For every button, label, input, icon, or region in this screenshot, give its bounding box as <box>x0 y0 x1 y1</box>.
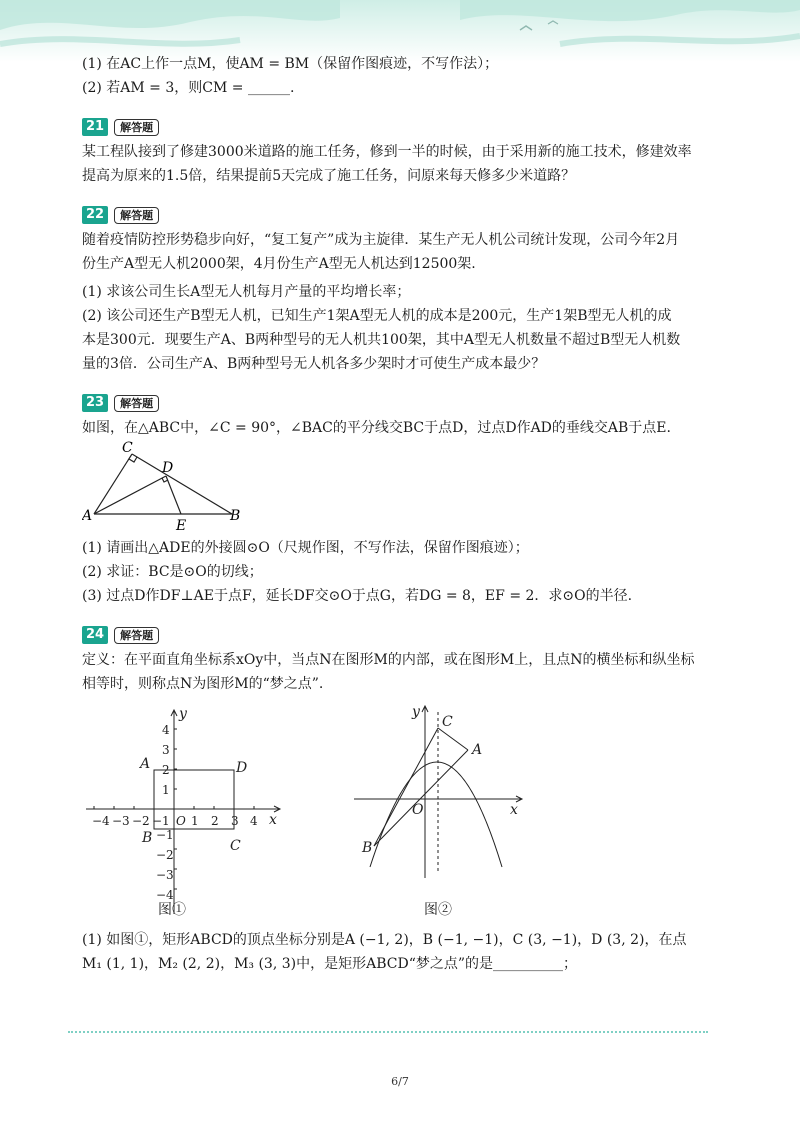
y-tick-label: −3 <box>156 868 174 882</box>
question-24-header <box>82 624 712 646</box>
y-tick-label: −1 <box>156 828 174 842</box>
vertex-label-D: D <box>236 760 248 776</box>
q22-part2-line: 本是300元．现要生产A、B两种型号的无人机共100架，其中A型无人机数量不超过B型无人机数 <box>82 332 681 348</box>
q21-text-line: 提高为原来的1.5倍，结果提前5天完成了施工任务，问原来每天修多少米道路？ <box>82 168 576 184</box>
page-number: 6/7 <box>391 1075 409 1088</box>
point-label-B: B <box>362 840 373 856</box>
x-tick-label: −4 <box>92 814 110 828</box>
label-E: E <box>176 518 187 532</box>
question-number: 24 <box>82 626 108 644</box>
x-axis-label: x <box>510 802 518 818</box>
triangle-figure <box>82 440 262 532</box>
figure-1-rectangle <box>82 702 292 924</box>
q24-part1-line: (1) 如图①，矩形ABCD的顶点坐标分别是A (−1, 2)，B (−1, −1)，C (3, −1)，D (3, 2)，在点 <box>82 932 687 948</box>
x-tick-label: 2 <box>211 814 219 828</box>
question-type-tag: 解答题 <box>114 207 159 224</box>
question-22-header <box>82 204 712 226</box>
q22-text-line: 随着疫情防控形势稳步向好，“复工复产”成为主旋律．某生产无人机公司统计发现，公司今年2月 <box>82 232 680 248</box>
label-D: D <box>162 460 174 476</box>
x-tick-label: −3 <box>112 814 130 828</box>
q24-part1-line: M₁ (1, 1)，M₂ (2, 2)，M₃ (3, 3)中，是矩形ABCD“梦之点”的是__________； <box>82 956 578 972</box>
figure-2-parabola <box>354 702 534 924</box>
label-C: C <box>122 440 133 456</box>
x-tick-label: −2 <box>132 814 150 828</box>
question-type-tag: 解答题 <box>114 627 159 644</box>
label-B: B <box>230 508 241 524</box>
origin-label: O <box>176 814 186 828</box>
y-tick-label: −4 <box>156 888 174 902</box>
q23-part3: (3) 过点D作DF⊥AE于点F，延长DF交⊙O于点G，若DG = 8，EF = 2．求⊙O的半径. <box>82 588 633 604</box>
y-tick-label: −2 <box>156 848 174 862</box>
page-divider <box>68 1031 708 1033</box>
question-number: 22 <box>82 206 108 224</box>
page-content <box>82 52 712 976</box>
q24-text-line: 相等时，则称点N为图形M的“梦之点”. <box>82 676 324 692</box>
q20-part1: (1) 在AC上作一点M，使AM = BM（保留作图痕迹，不写作法）； <box>82 56 499 72</box>
q24-figures <box>82 702 712 924</box>
y-tick-label: 4 <box>162 723 170 737</box>
question-number: 21 <box>82 118 108 136</box>
x-tick-label: 4 <box>250 814 258 828</box>
x-tick-label: 3 <box>231 814 239 828</box>
origin-label: O <box>412 802 424 818</box>
q22-part2-line: 量的3倍．公司生产A、B两种型号无人机各多少架时才可使生产成本最少？ <box>82 356 546 372</box>
question-type-tag: 解答题 <box>114 119 159 136</box>
x-tick-label: 1 <box>191 814 199 828</box>
q21-text-line: 某工程队接到了修建3000米道路的施工任务，修到一半的时候，由于采用新的施工技术，修建效率 <box>82 144 692 160</box>
question-23-header <box>82 392 712 414</box>
q23-part1: (1) 请画出△ADE的外接圆⊙O（尺规作图，不写作法，保留作图痕迹）； <box>82 540 529 556</box>
point-label-A: A <box>472 742 483 758</box>
y-tick-label: 3 <box>162 743 170 757</box>
q23-intro: 如图，在△ABC中，∠C = 90°，∠BAC的平分线交BC于点D，过点D作AD的垂线交AB于点E. <box>82 420 671 436</box>
vertex-label-C: C <box>230 838 241 854</box>
q24-text-line: 定义：在平面直角坐标系xOy中，当点N在图形M的内部，或在图形M上，且点N的横坐标和纵坐标 <box>82 652 695 668</box>
y-tick-label: 1 <box>162 783 170 797</box>
label-A: A <box>82 508 93 524</box>
question-number: 23 <box>82 394 108 412</box>
q20-part2: (2) 若AM = 3，则CM = ______. <box>82 80 295 96</box>
y-axis-label: y <box>179 706 187 722</box>
x-axis-label: x <box>269 812 277 828</box>
question-type-tag: 解答题 <box>114 395 159 412</box>
y-axis-label: y <box>412 704 420 720</box>
x-tick-label: −1 <box>152 814 170 828</box>
q23-part2: (2) 求证：BC是⊙O的切线； <box>82 564 263 580</box>
point-label-C: C <box>442 714 453 730</box>
q22-part1: (1) 求该公司生长A型无人机每月产量的平均增长率； <box>82 284 411 300</box>
vertex-label-B: B <box>142 830 153 846</box>
question-21-header <box>82 116 712 138</box>
vertex-label-A: A <box>140 756 151 772</box>
q22-text-line: 份生产A型无人机2000架，4月份生产A型无人机达到12500架. <box>82 256 476 272</box>
figure-1-caption: 图① <box>158 902 186 918</box>
q22-part2-line: (2) 该公司还生产B型无人机，已知生产1架A型无人机的成本是200元，生产1架B型无人机的成 <box>82 308 672 324</box>
y-tick-label: 2 <box>162 763 170 777</box>
figure-2-caption: 图② <box>424 902 452 918</box>
